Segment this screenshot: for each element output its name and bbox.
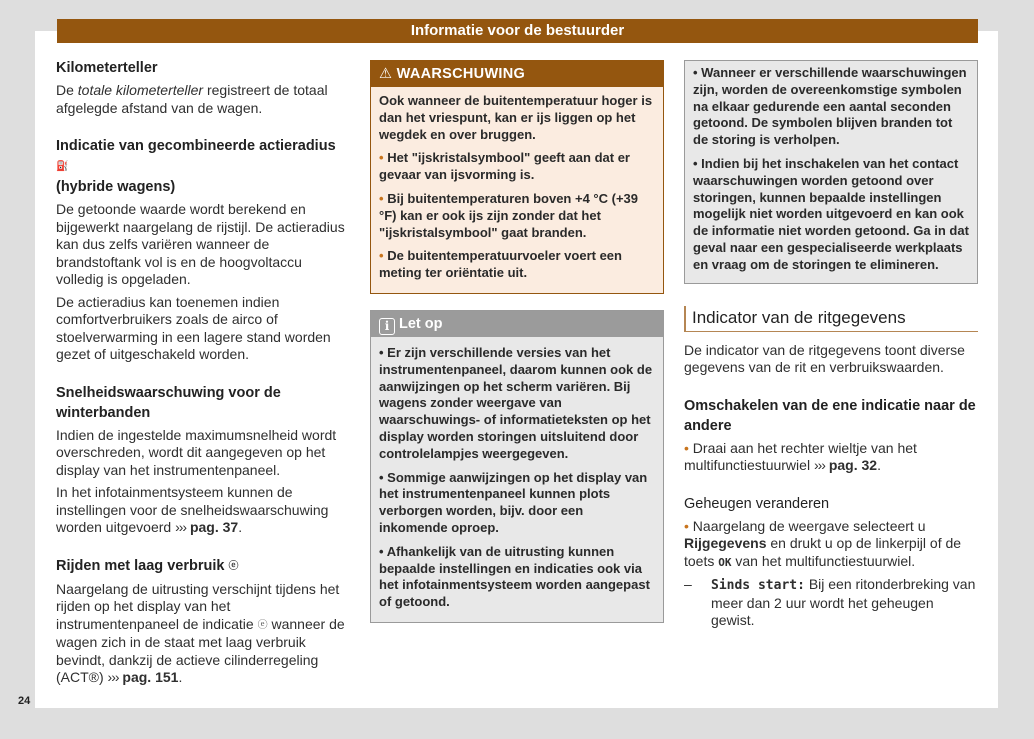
warning-header [371, 61, 663, 87]
paragraph-snelheid-1: Indien de ingestelde maximumsnelheid wordt overschreden, wordt dit aangegeven op het display van het instrumentenpaneel. [56, 426, 337, 478]
warning-bullet [379, 248, 655, 282]
text: Indien bij het inschakelen van het contact waarschuwingen worden getoond over storingen, kunnen bepaalde instellingen mogelijk niet worden uitgevoerd en kan ook de informatie niet worden getoond. Ga in dat geval naar een gespecialiseerde werkplaats en vraag om de storingen te elimineren. [693, 155, 969, 272]
reference-arrows: ››› [107, 669, 119, 685]
dash-list-item [684, 576, 978, 635]
dash-item-text [711, 576, 978, 630]
note-bullet: • Afhankelijk van de uitrusting kunnen bepaalde instellingen en indicaties ook via het infotainmentsysteem worden aangepast of getoond. [379, 543, 650, 610]
paragraph-snelheid-2 [56, 484, 350, 537]
chapter-header [57, 19, 978, 43]
bullet-dot: • [684, 517, 689, 534]
text: registreert de totaal afgelegde afstand van de wagen. [56, 82, 328, 116]
chapter-title: Informatie voor de bestuurder [410, 22, 625, 39]
ok-key-icon: OK [718, 555, 732, 569]
warning-body [371, 87, 663, 293]
reference-arrows: ››› [175, 519, 187, 535]
eco-icon: ⓔ [257, 619, 268, 631]
text: Bij een ritonderbreking van meer dan 2 uur wordt het geheugen gewist. [711, 576, 976, 629]
emphasis-text: totale kilometerteller [77, 82, 204, 98]
heading-text: Indicatie van gecombineerde actieradius [56, 138, 336, 154]
paragraph-kilometerteller [56, 82, 350, 117]
warning-box [370, 60, 664, 294]
text: . [877, 457, 881, 474]
warning-bullet [379, 191, 655, 241]
info-icon: i [379, 318, 395, 335]
step-bullet [684, 518, 978, 572]
text: Er zijn verschillende versies van het instrumentenpaneel, daarom kunnen ook de aanwijzingen op het scherm variëren. Bij wagens zonder weergave van waarschuwings- of informatieteksten op het display worden storingen uitsluitend door controlelampjes weergegeven. [379, 344, 653, 461]
text: De [56, 82, 78, 98]
text: en drukt u op de linkerpijl of de toets [684, 535, 962, 569]
text: De buitentemperatuurvoeler voert een meting ter oriëntatie uit. [379, 248, 622, 281]
text: Wanneer er verschillende waarschuwingen zijn, worden de overeenkomstige symbolen na elkaar gedurende een aantal seconden getoond. De symbolen blijven branden tot de storing is verholpen. [693, 65, 967, 148]
bullet-dot: • [379, 248, 384, 264]
column-right [684, 60, 978, 635]
paragraph-actieradius-2: De actieradius kan toenemen indien comfortverbruikers zoals de airco of stoelverwarming in een lagere stand worden gezet of uitgeschakeld worden. [56, 293, 331, 362]
column-middle [370, 60, 664, 623]
text: Naargelang de uitrusting verschijnt tijdens het rijden op het display van het instrumentenpaneel de indicatie [56, 580, 340, 632]
text: van het multifunctiestuurwiel. [735, 552, 916, 569]
warning-intro: Ook wanneer de buitentemperatuur hoger is dan het vriespunt, kan er ijs liggen op het wegdek en over bruggen. [379, 93, 653, 142]
warning-title: WAARSCHUWING [396, 66, 526, 82]
text: Draai aan het rechter wieltje van het multifunctiestuurwiel [684, 439, 917, 474]
text: . [178, 669, 183, 685]
bullet-dot: • [379, 150, 384, 166]
bullet-dot: • [684, 439, 689, 456]
note-title: Let op [399, 315, 443, 332]
heading-laag-verbruik [56, 556, 350, 577]
heading-text: Rijden met laag verbruik [56, 557, 225, 574]
heading-subtext: (hybride wagens) [56, 179, 176, 195]
text: Bij buitentemperaturen boven +4 °C (+39 °F) kan er ook ijs zijn zonder dat het "ijskristalsymbool" gaat branden. [379, 190, 639, 240]
note-bullet: • Wanneer er verschillende waarschuwingen zijn, worden de overeenkomstige symbolen na elkaar gedurende een aantal seconden getoond. De symbolen blijven branden tot de storing is verholpen. [693, 65, 967, 148]
page-reference-link[interactable]: pag. 37 [189, 519, 239, 535]
heading-snelheidswaarschuwing: Snelheidswaarschuwing voor de winterbanden [56, 384, 281, 421]
text: wanneer de wagen zich in de staat met laag verbruik bevindt, dankzij de actieve cilinderregeling (ACT®) [56, 615, 345, 685]
note-bullet: • Er zijn verschillende versies van het instrumentenpaneel, daarom kunnen ook de aanwijzingen op het scherm variëren. Bij wagens zonder weergave van waarschuwings- of informatieteksten op het display worden storingen uitsluitend door controlelampjes weergegeven. [379, 344, 653, 461]
step-bullet [684, 440, 978, 475]
note-bullet: • Sommige aanwijzingen op het display van het instrumentenpaneel kunnen plots verborgen worden, bijv. door een inkomende oproep. [379, 469, 648, 535]
section-intro: De indicator van de ritgegevens toont diverse gegevens van de rit en verbruikswaarden. [684, 341, 965, 376]
paragraph-laag-verbruik [56, 581, 350, 687]
heading-actieradius [56, 136, 350, 197]
dash-marker: – [684, 576, 692, 593]
text: . [238, 519, 243, 535]
text: In het infotainmentsysteem kunnen de instellingen voor de snelheidswaarschuwing worden uitgevoerd [56, 484, 329, 535]
hybrid-fuel-icon: ⛽ [56, 161, 69, 172]
text: Afhankelijk van de uitrusting kunnen bepaalde instellingen en indicaties ook via het infotainmentsysteem worden aangepast of getoond. [379, 543, 650, 610]
page-reference-link[interactable]: pag. 151 [122, 669, 179, 685]
reference-arrows: ››› [813, 457, 825, 474]
page-number: 24 [18, 695, 31, 707]
warning-triangle-icon: ⚠ [379, 66, 393, 82]
paragraph-actieradius-1: De getoonde waarde wordt berekend en bijgewerkt naargelang de rijstijl. De actieradius kan dus zelfs variëren wanneer de brandstoftank vol is en de hoogvoltaccu volledig is opgeladen. [56, 201, 345, 287]
column-left [56, 58, 350, 692]
text: Sommige aanwijzingen op het display van het instrumentenpaneel kunnen plots verborgen worden, bijv. door een inkomende oproep. [379, 469, 648, 535]
note-header [371, 311, 663, 337]
bullet-dot: • [379, 190, 384, 206]
warning-bullet [379, 150, 655, 184]
text: Naargelang de weergave selecteert u [692, 517, 926, 534]
section-title: Indicator van de ritgegevens [684, 306, 978, 332]
heading-geheugen: Geheugen veranderen [684, 495, 830, 512]
note-bullet: • Indien bij het inschakelen van het contact waarschuwingen worden getoond over storingen, kunnen bepaalde instellingen mogelijk niet worden uitgevoerd en kan ook de informatie niet worden getoond. Ga in dat geval naar een gespecialiseerde werkplaats en vraag om de storingen te elimineren. [693, 155, 969, 272]
page-reference-link[interactable]: pag. 32 [828, 457, 878, 474]
heading-omschakelen: Omschakelen van de ene indicatie naar de andere [684, 397, 976, 434]
display-label: Sinds start: [711, 578, 805, 594]
text: Het "ijskristalsymbool" geeft aan dat er gevaar van ijsvorming is. [379, 150, 630, 183]
heading-kilometerteller: Kilometerteller [56, 60, 158, 76]
menu-item-name: Rijgegevens [684, 535, 767, 552]
eco-icon: ⓔ [228, 560, 239, 572]
note-continuation-box [684, 60, 978, 284]
note-body [371, 337, 663, 622]
note-box [370, 310, 664, 623]
